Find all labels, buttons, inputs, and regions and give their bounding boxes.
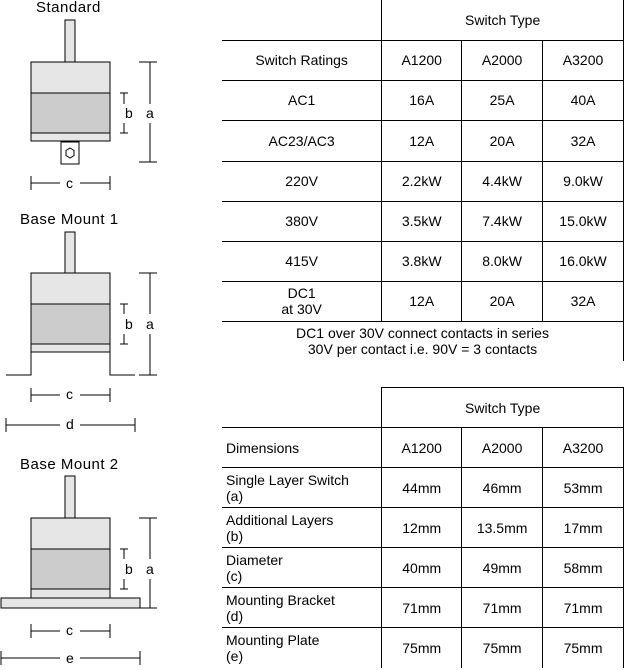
cell: 7.4kW bbox=[462, 201, 543, 241]
table-row bbox=[222, 548, 624, 588]
cell: 20A bbox=[462, 120, 543, 161]
ratings-note-row bbox=[222, 321, 624, 361]
switch-ratings-table bbox=[222, 0, 624, 361]
base-mount-1-dim-d: d bbox=[66, 416, 74, 432]
table-row bbox=[222, 468, 624, 508]
cell: 58mm bbox=[543, 548, 624, 588]
ratings-row-label-header: Switch Ratings bbox=[222, 40, 382, 80]
dimensions-table bbox=[222, 387, 624, 668]
cell: 71mm bbox=[382, 588, 462, 628]
row-label-line1: Mounting Plate bbox=[226, 631, 320, 648]
row-label: AC23/AC3 bbox=[222, 120, 382, 161]
ratings-note-line1: DC1 over 30V connect contacts in series bbox=[296, 325, 549, 342]
dimensions-col-a2000: A2000 bbox=[462, 428, 543, 468]
row-label bbox=[222, 508, 382, 548]
cell: 75mm bbox=[462, 628, 543, 668]
cell: 17mm bbox=[543, 508, 624, 548]
row-label-line2: (a) bbox=[226, 487, 244, 504]
base-mount-2-dim-a: a bbox=[146, 561, 154, 577]
row-label bbox=[222, 588, 382, 628]
cell: 12A bbox=[382, 120, 462, 161]
row-label-line2: at 30V bbox=[281, 301, 322, 317]
cell: 75mm bbox=[382, 628, 462, 668]
standard-dim-c: c bbox=[66, 175, 73, 191]
row-label bbox=[222, 628, 382, 668]
ratings-column-header-row bbox=[222, 40, 624, 80]
cell: 25A bbox=[462, 80, 543, 120]
row-label-line2: (d) bbox=[226, 607, 244, 624]
base-mount-2-title: Base Mount 2 bbox=[20, 456, 119, 473]
table-row bbox=[222, 508, 624, 548]
cell: 4.4kW bbox=[462, 161, 543, 201]
row-label-line1: Diameter bbox=[226, 551, 283, 568]
cell: 46mm bbox=[462, 468, 543, 508]
cell: 32A bbox=[543, 120, 624, 161]
dimensions-switch-type-header: Switch Type bbox=[382, 388, 624, 428]
table-row bbox=[222, 120, 624, 161]
row-label: 380V bbox=[222, 201, 382, 241]
cell: 44mm bbox=[382, 468, 462, 508]
cell: 53mm bbox=[543, 468, 624, 508]
cell: 3.8kW bbox=[382, 241, 462, 281]
base-mount-1-dim-a: a bbox=[146, 316, 154, 332]
cell: 15.0kW bbox=[543, 201, 624, 241]
cell: 40A bbox=[543, 80, 624, 120]
cell: 16.0kW bbox=[543, 241, 624, 281]
base-mount-1-title: Base Mount 1 bbox=[20, 211, 119, 228]
ratings-switch-type-header: Switch Type bbox=[382, 0, 624, 40]
ratings-col-a1200: A1200 bbox=[382, 40, 462, 80]
ratings-note-line2: 30V per contact i.e. 90V = 3 contacts bbox=[307, 341, 538, 358]
row-label: AC1 bbox=[222, 80, 382, 120]
cell: 8.0kW bbox=[462, 241, 543, 281]
table-row bbox=[222, 80, 624, 120]
cell: 71mm bbox=[543, 588, 624, 628]
dimensions-col-a1200: A1200 bbox=[382, 428, 462, 468]
ratings-group-header-row bbox=[222, 0, 624, 40]
table-row bbox=[222, 201, 624, 241]
cell: 16A bbox=[382, 80, 462, 120]
row-label-line1: Additional Layers bbox=[226, 511, 334, 528]
table-row bbox=[222, 628, 624, 668]
cell: 71mm bbox=[462, 588, 543, 628]
row-label-line1: Single Layer Switch bbox=[226, 471, 349, 488]
ratings-col-a3200: A3200 bbox=[543, 40, 624, 80]
cell: 9.0kW bbox=[543, 161, 624, 201]
row-label bbox=[222, 548, 382, 588]
row-label-line2: (e) bbox=[226, 647, 244, 664]
standard-dim-a: a bbox=[146, 105, 154, 121]
dimension-diagrams bbox=[0, 0, 220, 670]
table-row bbox=[222, 281, 624, 321]
row-label-line2: (c) bbox=[226, 567, 243, 584]
table-row bbox=[222, 241, 624, 281]
cell: 12mm bbox=[382, 508, 462, 548]
ratings-note bbox=[222, 321, 624, 361]
row-label: 220V bbox=[222, 161, 382, 201]
cell: 40mm bbox=[382, 548, 462, 588]
base-mount-1-drawing bbox=[6, 232, 157, 432]
standard-switch-drawing bbox=[31, 20, 157, 190]
row-label: 415V bbox=[222, 241, 382, 281]
dimensions-col-a3200: A3200 bbox=[543, 428, 624, 468]
standard-title: Standard bbox=[36, 0, 101, 16]
cell: 75mm bbox=[543, 628, 624, 668]
base-mount-2-dim-c: c bbox=[66, 622, 73, 638]
cell: 2.2kW bbox=[382, 161, 462, 201]
row-label-line1: DC1 bbox=[287, 285, 316, 301]
base-mount-1-dim-b: b bbox=[125, 316, 133, 332]
dimensions-row-label-header: Dimensions bbox=[222, 428, 382, 468]
cell: 12A bbox=[382, 281, 462, 321]
base-mount-2-dim-b: b bbox=[125, 561, 133, 577]
row-label bbox=[222, 468, 382, 508]
row-label bbox=[222, 281, 382, 321]
cell: 32A bbox=[543, 281, 624, 321]
base-mount-2-drawing bbox=[1, 476, 157, 665]
base-mount-2-dim-e: e bbox=[66, 650, 74, 666]
cell: 3.5kW bbox=[382, 201, 462, 241]
row-label-line2: (b) bbox=[226, 527, 244, 544]
table-row bbox=[222, 161, 624, 201]
dimensions-column-header-row bbox=[222, 428, 624, 468]
table-row bbox=[222, 588, 624, 628]
ratings-col-a2000: A2000 bbox=[462, 40, 543, 80]
cell: 49mm bbox=[462, 548, 543, 588]
dimensions-group-header-row bbox=[222, 388, 624, 428]
standard-dim-b: b bbox=[125, 105, 133, 121]
base-mount-1-dim-c: c bbox=[66, 386, 73, 402]
cell: 13.5mm bbox=[462, 508, 543, 548]
cell: 20A bbox=[462, 281, 543, 321]
row-label-line1: Mounting Bracket bbox=[226, 591, 335, 608]
